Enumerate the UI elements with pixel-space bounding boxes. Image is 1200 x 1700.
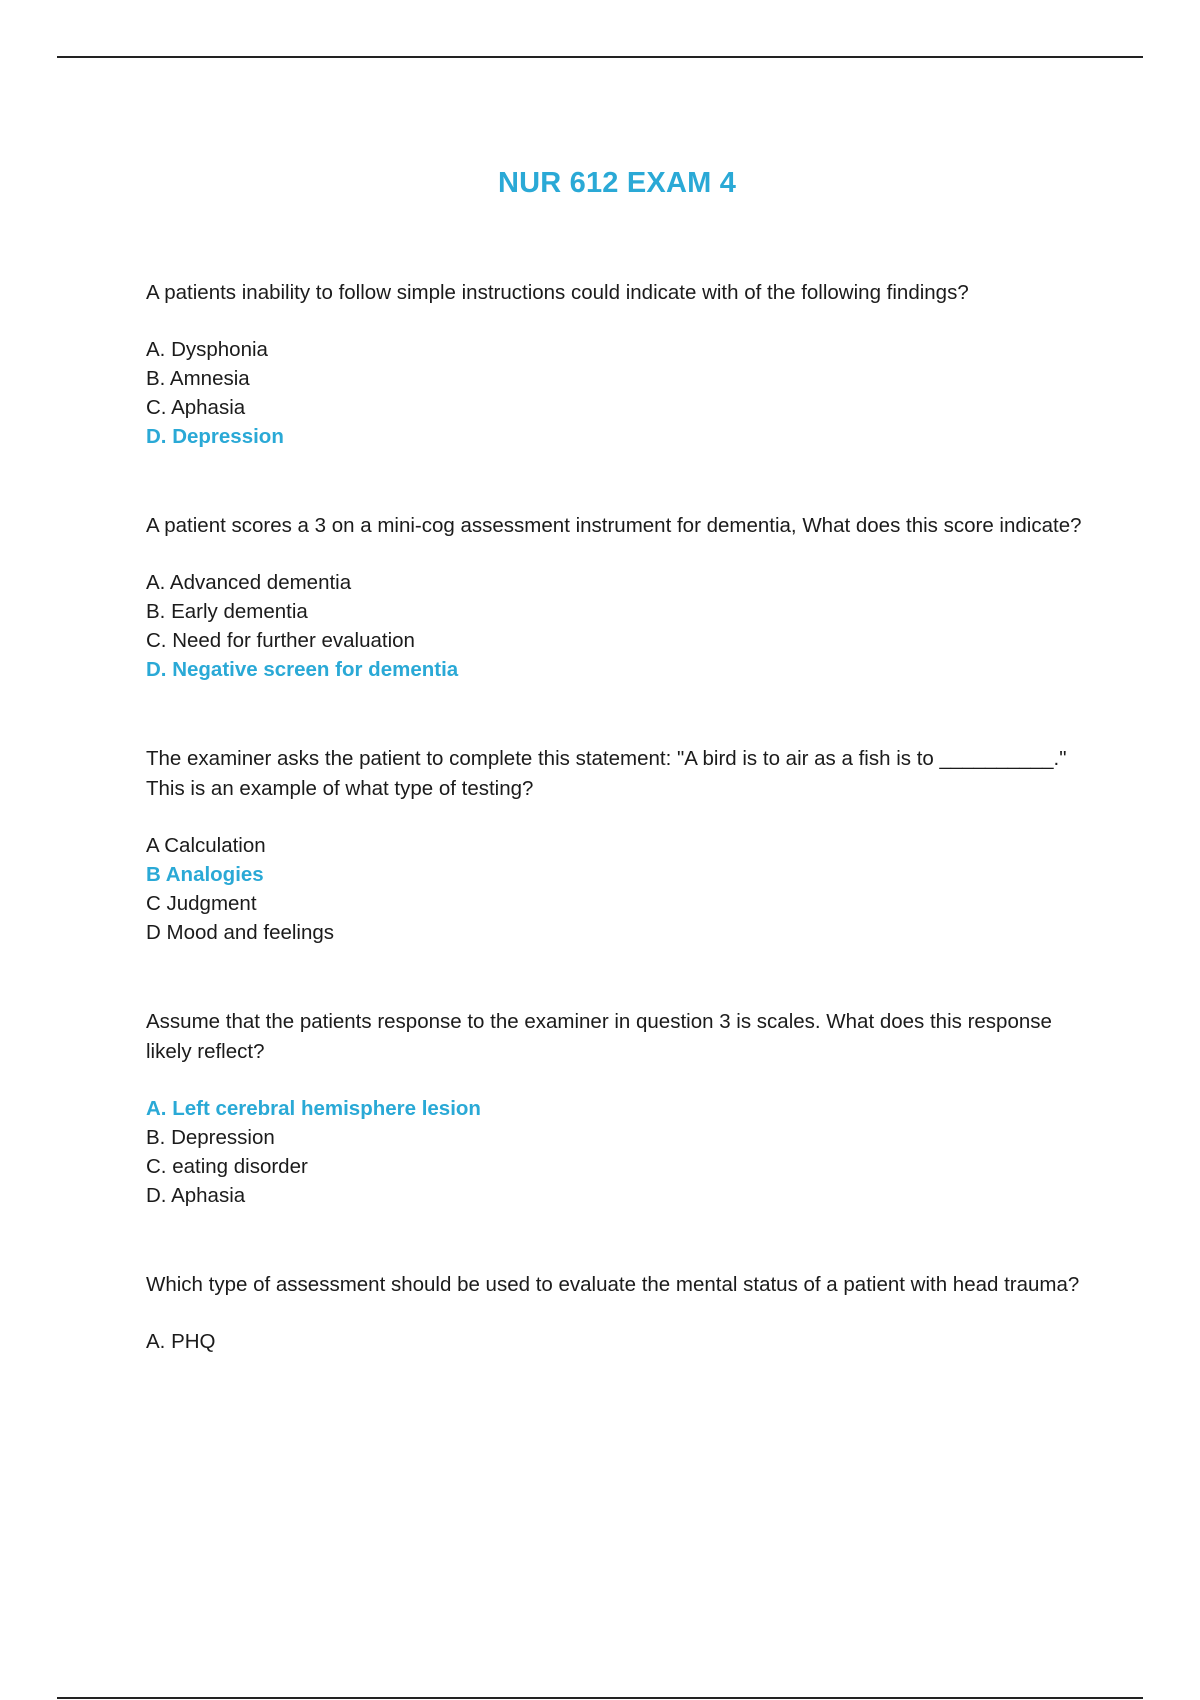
answer-options — [146, 568, 1086, 684]
question-2 — [146, 511, 1086, 684]
question-text: Which type of assessment should be used to evaluate the mental status of a patient with head trauma? — [146, 1273, 1080, 1296]
answer-option: C. Aphasia — [146, 396, 246, 419]
answer-options — [146, 831, 1086, 947]
answer-option: C Judgment — [146, 892, 257, 915]
answer-option: C. Need for further evaluation — [146, 629, 415, 652]
question-text: Assume that the patients response to the examiner in question 3 is scales. What does this response likely reflect? — [146, 1010, 1052, 1063]
correct-answer-option: D. Depression — [146, 425, 284, 448]
answer-option: B. Amnesia — [146, 367, 250, 390]
answer-option: A Calculation — [146, 834, 266, 857]
question-4 — [146, 1007, 1086, 1210]
bottom-rule — [57, 1697, 1143, 1699]
question-3 — [146, 744, 1086, 947]
question-1 — [146, 278, 1086, 451]
answer-option: D Mood and feelings — [146, 921, 335, 944]
answer-option: A. Dysphonia — [146, 338, 268, 361]
question-text: A patients inability to follow simple instructions could indicate with of the following findings? — [146, 281, 969, 304]
answer-option: B. Early dementia — [146, 600, 308, 623]
question-text: A patient scores a 3 on a mini-cog assessment instrument for dementia, What does this score indicate? — [146, 514, 1082, 537]
answer-options — [146, 1094, 1086, 1210]
correct-answer-option: B Analogies — [146, 863, 264, 886]
top-rule — [57, 56, 1143, 58]
document-title: NUR 612 EXAM 4 — [497, 167, 737, 200]
question-text: The examiner asks the patient to complete this statement: "A bird is to air as a fish is to __________." This is an example of what type of testing? — [146, 747, 1067, 800]
answer-options — [146, 1327, 1086, 1356]
question-list — [146, 278, 1086, 1356]
answer-option: D. Aphasia — [146, 1184, 246, 1207]
correct-answer-option: D. Negative screen for dementia — [146, 658, 459, 681]
answer-option: C. eating disorder — [146, 1155, 308, 1178]
answer-option: B. Depression — [146, 1126, 275, 1149]
question-5 — [146, 1270, 1086, 1356]
answer-option: A. Advanced dementia — [146, 571, 352, 594]
answer-options — [146, 335, 1086, 451]
answer-option: A. PHQ — [146, 1330, 216, 1353]
correct-answer-option: A. Left cerebral hemisphere lesion — [146, 1097, 481, 1120]
